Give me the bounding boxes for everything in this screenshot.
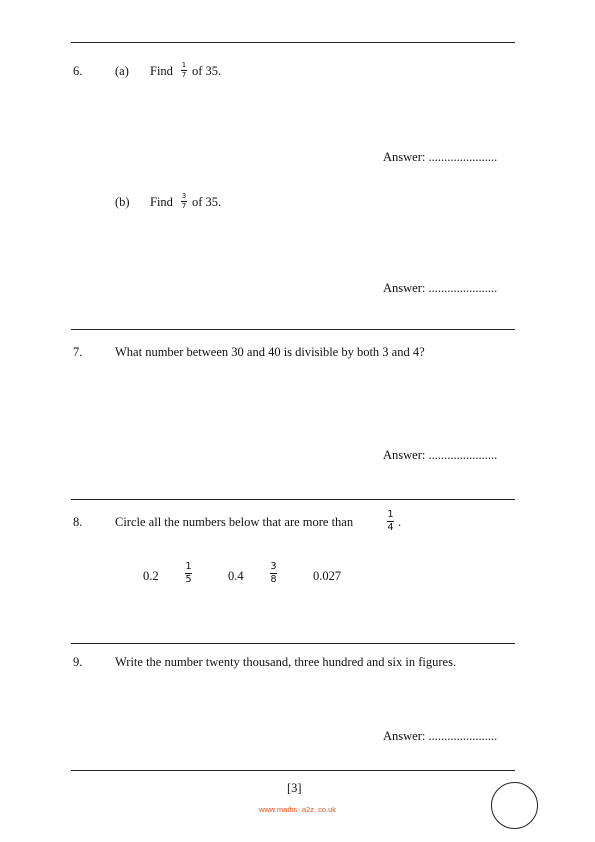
fraction-numerator: 1 <box>387 509 394 520</box>
question-text: Write the number twenty thousand, three hundred and six in figures. <box>115 655 457 669</box>
question-number: 6. <box>73 64 83 78</box>
fraction-denominator: 4 <box>387 522 394 533</box>
fraction-numerator: 1 <box>185 561 192 572</box>
fraction-numerator: 3 <box>270 561 277 572</box>
divider <box>71 770 515 771</box>
fraction <box>181 193 187 210</box>
number-option[interactable]: 0.4 <box>228 569 244 583</box>
question-text: Circle all the numbers below that are more than <box>115 515 354 529</box>
answer-line[interactable]: Answer: ...................... <box>383 281 498 295</box>
number-option[interactable]: 0.027 <box>313 569 342 583</box>
divider <box>71 643 515 644</box>
marks-circle <box>491 782 538 829</box>
marks-label: [3] <box>287 781 302 795</box>
number-option[interactable]: 0.2 <box>143 569 159 583</box>
question-text: What number between 30 and 40 is divisible by both 3 and 4? <box>115 345 425 359</box>
question-text: Find <box>150 64 173 78</box>
fraction <box>387 510 394 533</box>
part-label: (a) <box>115 64 129 78</box>
divider <box>71 329 515 330</box>
fraction-numerator: 1 <box>181 61 187 69</box>
answer-line[interactable]: Answer: ...................... <box>383 729 498 743</box>
fraction-denominator: 7 <box>181 202 187 210</box>
question-number: 7. <box>73 345 83 359</box>
footer-url[interactable]: www.maths- a2z. co.uk <box>258 805 337 814</box>
question-text: . <box>398 515 402 529</box>
answer-line[interactable]: Answer: ...................... <box>383 448 498 462</box>
answer-line[interactable]: Answer: ...................... <box>383 150 498 164</box>
divider <box>71 499 515 500</box>
number-option[interactable] <box>185 562 192 585</box>
part-label: (b) <box>115 195 130 209</box>
number-option[interactable] <box>270 562 277 585</box>
fraction-denominator: 8 <box>270 574 277 585</box>
fraction-denominator: 7 <box>181 71 187 79</box>
divider <box>71 42 515 43</box>
fraction-numerator: 3 <box>181 192 187 200</box>
question-number: 9. <box>73 655 83 669</box>
fraction <box>181 62 187 79</box>
fraction-denominator: 5 <box>185 574 192 585</box>
question-text: Find <box>150 195 173 209</box>
question-number: 8. <box>73 515 83 529</box>
question-text: of 35. <box>192 195 222 209</box>
question-text: of 35. <box>192 64 222 78</box>
